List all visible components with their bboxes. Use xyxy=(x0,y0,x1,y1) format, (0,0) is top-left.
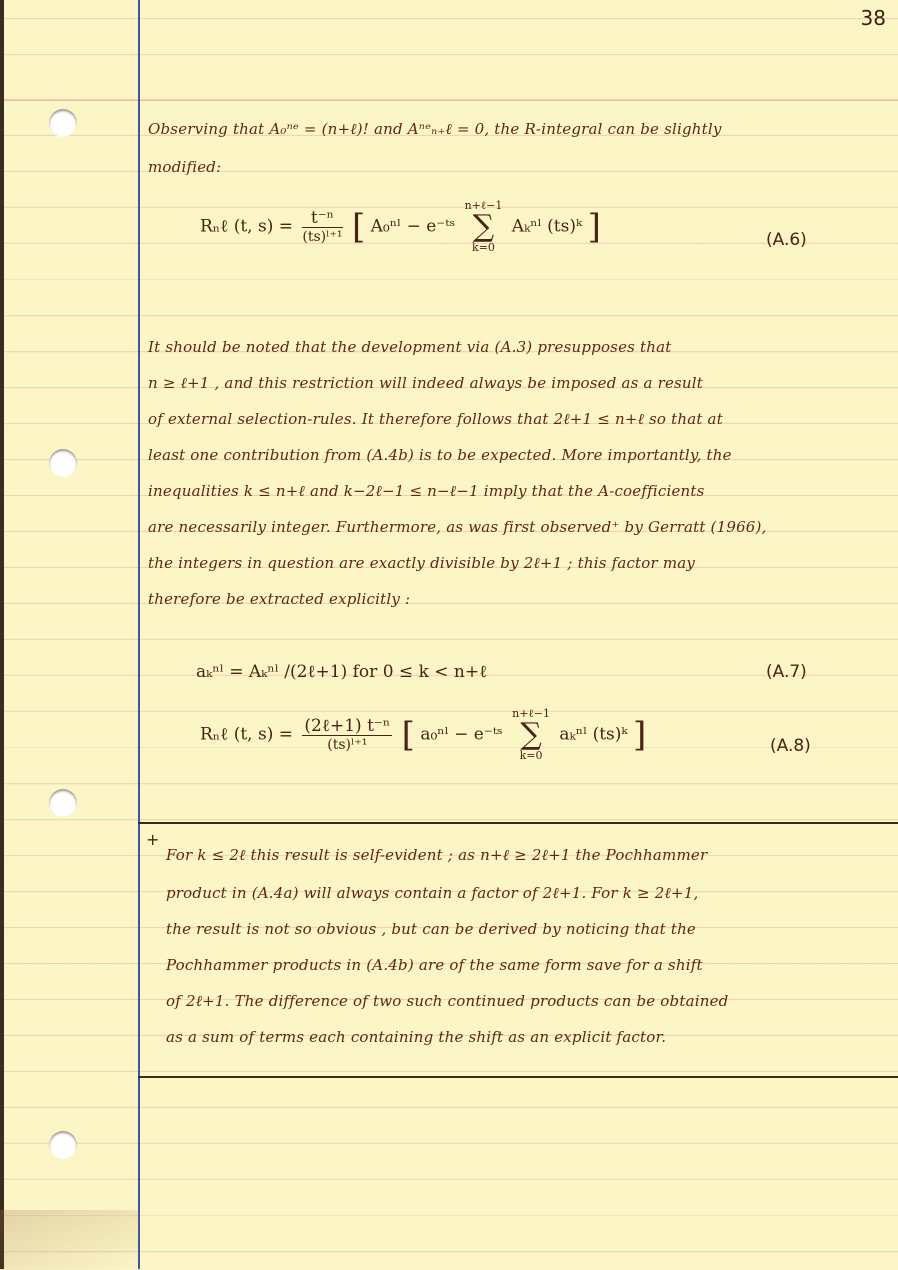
footnote-separator xyxy=(138,822,898,824)
sum-upper-limit: n+ℓ−1 xyxy=(512,707,550,720)
fraction-denominator: (ts)ˡ⁺¹ xyxy=(327,736,368,753)
para2-line: of external selection-rules. It therefore follows that 2ℓ+1 ≤ n+ℓ so that at xyxy=(148,410,723,428)
footnote-marker: + xyxy=(146,830,160,849)
footnote-line: of 2ℓ+1. The difference of two such continued products can be obtained xyxy=(166,992,729,1010)
equation-label: (A.6) xyxy=(766,230,807,250)
para2-line: inequalities k ≤ n+ℓ and k−2ℓ−1 ≤ n−ℓ−1 imply that the A-coefficients xyxy=(148,482,705,500)
footnote-line: For k ≤ 2ℓ this result is self-evident ; as n+ℓ ≥ 2ℓ+1 the Pochhammer xyxy=(166,846,708,864)
summation xyxy=(465,200,503,254)
sum-upper-limit: n+ℓ−1 xyxy=(464,199,503,212)
footnote-line: product in (A.4a) will always contain a factor of 2ℓ+1. For k ≥ 2ℓ+1, xyxy=(166,884,699,902)
equation-label: (A.7) xyxy=(766,662,807,682)
open-bracket: [ xyxy=(351,207,366,247)
sum-lower-limit: k=0 xyxy=(472,241,495,254)
eq-term: A₀ⁿˡ − e⁻ᵗˢ xyxy=(370,216,456,237)
eq-lhs: Rₙℓ (t, s) = xyxy=(200,216,293,237)
punch-hole xyxy=(49,789,77,817)
equation-a7: aₖⁿˡ = Aₖⁿˡ /(2ℓ+1) for 0 ≤ k < n+ℓ xyxy=(196,662,488,682)
sigma-icon: ∑ xyxy=(520,717,542,752)
equation-label: (A.8) xyxy=(770,736,811,756)
fraction xyxy=(302,209,342,246)
para2-line: n ≥ ℓ+1 , and this restriction will indeed always be imposed as a result xyxy=(148,374,704,392)
open-bracket: [ xyxy=(401,715,415,755)
summation xyxy=(512,708,550,762)
paper-stain xyxy=(0,1210,140,1270)
equation-a6 xyxy=(200,200,601,254)
para2-line: least one contribution from (A.4b) is to be expected. More importantly, the xyxy=(148,446,732,464)
footnote-line: the result is not so obvious , but can be derived by noticing that the xyxy=(166,920,697,938)
equation-a8 xyxy=(200,708,646,762)
fraction xyxy=(302,717,392,754)
para2-line: therefore be extracted explicitly : xyxy=(148,590,411,608)
punch-hole xyxy=(49,1131,77,1159)
eq-term: a₀ⁿˡ − e⁻ᵗˢ xyxy=(420,724,503,745)
fraction-denominator: (ts)ˡ⁺¹ xyxy=(302,228,343,245)
eq-term: aₖⁿˡ (ts)ᵏ xyxy=(559,724,628,745)
eq-lhs: Rₙℓ (t, s) = xyxy=(200,724,293,745)
para2-line: are necessarily integer. Furthermore, as was first observed⁺ by Gerratt (1966), xyxy=(148,518,767,536)
para2-line: It should be noted that the development via (A.3) presupposes that xyxy=(148,338,672,356)
footnote-line: as a sum of terms each containing the shift as an explicit factor. xyxy=(166,1028,667,1046)
top-rule-line xyxy=(0,100,898,101)
para1-line: modified: xyxy=(148,158,222,176)
fraction-numerator: t⁻ⁿ xyxy=(302,209,342,228)
page-number: 38 xyxy=(860,6,886,30)
para1-line: Observing that A₀ⁿᵉ = (n+ℓ)! and Aⁿᵉₙ₊ℓ = 0, the R-integral can be slightly xyxy=(148,120,722,138)
punch-hole xyxy=(49,109,77,137)
margin-line xyxy=(138,0,140,1269)
close-bracket: ] xyxy=(633,715,647,755)
fraction-numerator: (2ℓ+1) t⁻ⁿ xyxy=(304,715,391,736)
punch-hole xyxy=(49,449,77,477)
sigma-icon: ∑ xyxy=(472,209,495,244)
close-bracket: ] xyxy=(587,207,601,247)
para2-line: the integers in question are exactly divisible by 2ℓ+1 ; this factor may xyxy=(148,554,696,572)
page-edge xyxy=(0,0,4,1269)
sum-lower-limit: k=0 xyxy=(519,749,543,762)
eq-term: Aₖⁿˡ (ts)ᵏ xyxy=(511,216,583,237)
bottom-separator xyxy=(138,1076,898,1078)
footnote-line: Pochhammer products in (A.4b) are of the same form save for a shift xyxy=(166,956,703,974)
